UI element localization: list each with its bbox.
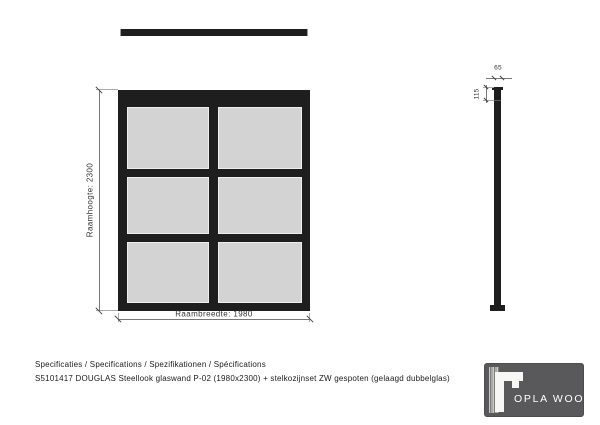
- glass-wall-front-view: [118, 90, 310, 311]
- logo-text: OPLA WOOD: [514, 393, 594, 405]
- side-profile-joint-line: [494, 100, 501, 101]
- logo-t-icon: [512, 381, 519, 388]
- glass-panel: [127, 177, 209, 234]
- spec-detail: S5101417 DOUGLAS Steellook glaswand P-02 (1980x2300) + stelkozijnset ZW gespoten (gelaagd dubbelglas): [35, 374, 450, 383]
- glass-panel: [218, 177, 302, 234]
- profile-depth-label: 65: [494, 64, 502, 72]
- width-dimension-line: [118, 319, 310, 320]
- side-profile-view: [494, 88, 501, 306]
- logo-t-icon: [495, 372, 523, 381]
- height-dimension-line: [99, 90, 100, 311]
- side-profile-foot: [490, 305, 505, 311]
- spec-heading: Specificaties / Specifications / Spezifikationen / Spécifications: [35, 360, 266, 369]
- profile-depth-dimension-line: [486, 78, 512, 79]
- oplawood-logo: [484, 363, 594, 417]
- profile-head-label: 115: [473, 88, 481, 100]
- glass-panel: [218, 107, 302, 169]
- glass-panel: [127, 242, 209, 303]
- glass-panel: [127, 107, 209, 169]
- width-dimension-label: Raambreedte: 1980: [175, 309, 253, 319]
- height-dimension-label: Raamhoogte: 2300: [85, 162, 95, 238]
- top-profile-plan-view: [120, 29, 308, 36]
- glass-panel: [218, 242, 302, 303]
